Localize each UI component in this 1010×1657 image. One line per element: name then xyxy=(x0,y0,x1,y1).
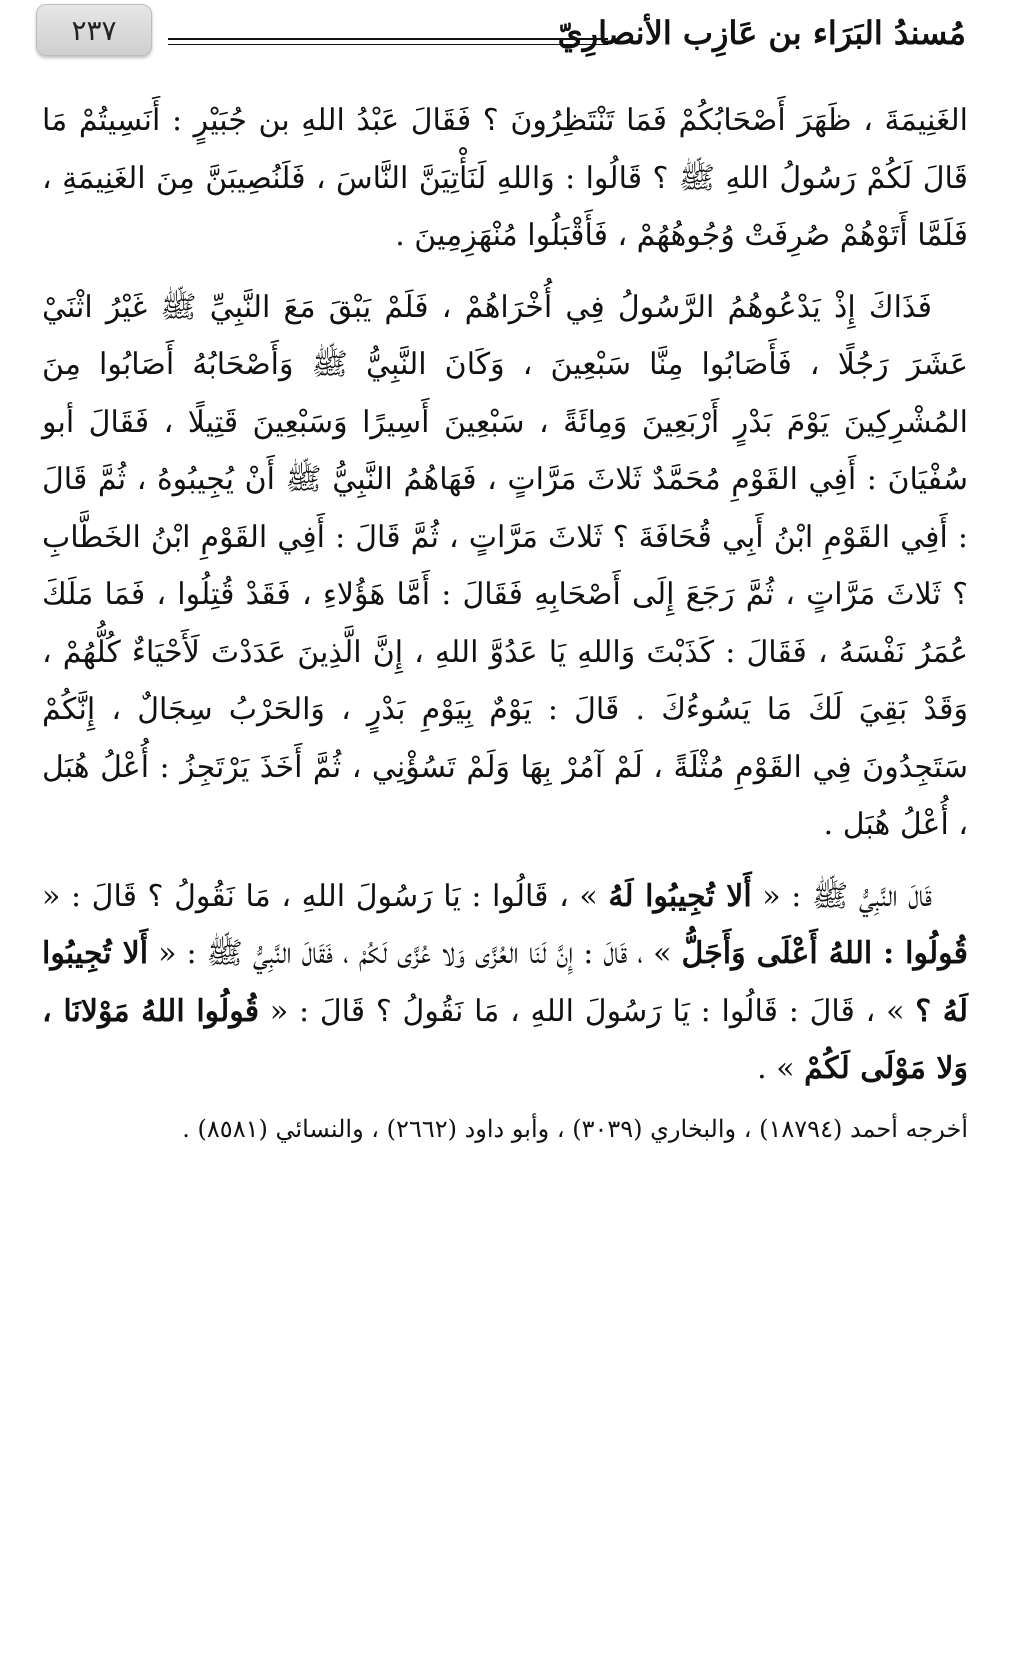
text-segment: » ، قَالَ : قَالُوا : يَا رَسُولَ اللهِ ، مَا نَقُولُ ؟ قَالَ : « xyxy=(259,993,916,1029)
text-segment: فَذَاكَ إِذْ يَدْعُوهُمُ الرَّسُولُ فِي أُخْرَاهُمْ ، فَلَمْ يَبْقَ مَعَ النَّبِيِّ ﷺ غَيْرُ اثْنَيْ عَشَرَ رَجُلًا ، فَأَصَابُوا مِنَّا سَبْعِينَ ، وَكَانَ النَّبِيُّ ﷺ وَأَصْحَابُهُ أَصَابُوا مِنَ المُشْرِكِينَ يَوْمَ بَدْرٍ أَرْبَعِينَ وَمِائَةً ، سَبْعِينَ أَسِيرًا وَسَبْعِينَ قَتِيلًا ، فَقَالَ أبو سُفْيَانَ : أَفِي القَوْمِ مُحَمَّدٌ ثَلاثَ مَرَّاتٍ ، فَهَاهُمُ النَّبِيُّ ﷺ أَنْ يُجِيبُوهُ ، ثُمَّ قَالَ : أَفِي القَوْمِ ابْنُ أَبِي قُحَافَةَ ؟ ثَلاثَ مَرَّاتٍ ، ثُمَّ قَالَ : أَفِي القَوْمِ ابْنُ الخَطَّابِ ؟ ثَلاثَ مَرَّاتٍ ، ثُمَّ رَجَعَ إِلَى أَصْحَابِهِ فَقَالَ : أَمَّا هَؤُلاءِ ، فَقَدْ قُتِلُوا ، فَمَا مَلَكَ عُمَرُ نَفْسَهُ ، فَقَالَ : كَذَبْتَ وَاللهِ يَا عَدُوَّ اللهِ ، إِنَّ الَّذِينَ عَدَدْتَ لَأَحْيَاءٌ كُلُّهُمْ ، وَقَدْ بَقِيَ لَكَ مَا يَسُوءُكَ . قَالَ : يَوْمٌ بِيَوْمِ بَدْرٍ ، وَالحَرْبُ سِجَالٌ ، إِنَّكُمْ سَتَجِدُونَ فِي القَوْمِ مُثْلَةً ، لَمْ آمُرْ بِهَا وَلَمْ تَسُؤْنِي ، ثُمَّ أَخَذَ يَرْتَجِزُ : أُعْلُ هُبَل ، أُعْلُ هُبَل . xyxy=(42,289,968,842)
text-segment: » ، قَالُوا : يَا رَسُولَ اللهِ ، مَا نَقُولُ ؟ قَالَ : « xyxy=(42,878,609,914)
text-segment: قَالَ النَّبِيُّ ﷺ : « xyxy=(751,878,932,914)
prophet-quote: أَلا تُجِيبُوا لَهُ xyxy=(608,878,752,914)
takhrij-footnote: أخرجه أحمد (١٨٧٩٤) ، والبخاري (٣٠٣٩) ، وأبو داود (٢٦٦٢) ، والنسائي (٨٥٨١) . xyxy=(182,1114,968,1143)
page-header xyxy=(0,0,1010,70)
header-rule xyxy=(168,38,608,40)
text-segment: » . xyxy=(757,1051,805,1086)
paragraph-1 xyxy=(42,92,968,265)
prophet-quote: أَلا تُجِيبُوا لَهُ ؟ xyxy=(42,936,968,1029)
text-segment: » ، قَالَ : إِنَّ لَنَا العُزَّى وَلا عُزَّى لَكُمْ ، فَقَالَ النَّبِيُّ ﷺ : « xyxy=(148,936,682,971)
text-segment: الغَنِيمَةَ ، ظَهَرَ أَصْحَابُكُمْ فَمَا تَنْتَظِرُونَ ؟ فَقَالَ عَبْدُ اللهِ بن جُبَيْرٍ : أَنَسِيتُمْ مَا قَالَ لَكُمْ رَسُولُ اللهِ ﷺ ؟ قَالُوا : وَاللهِ لَنَأْتِيَنَّ النَّاسَ ، فَلَنُصِيبَنَّ مِنَ الغَنِيمَةِ ، فَلَمَّا أَتَوْهُمْ صُرِفَتْ وُجُوهُهُمْ ، فَأَقْبَلُوا مُنْهَزِمِينَ . xyxy=(42,103,968,253)
page-body xyxy=(42,92,968,1178)
running-title: مُسندُ البَرَاء بن عَازِب الأنصارِيّ xyxy=(557,14,966,52)
page-number: ٢٣٧ xyxy=(71,13,117,47)
paragraph-2 xyxy=(42,279,968,854)
header-rule-thin xyxy=(168,44,608,45)
page-number-badge xyxy=(36,4,152,56)
prophet-quote: قُولُوا اللهُ مَوْلانَا ، وَلا مَوْلَى لَكُمْ xyxy=(42,993,968,1086)
paragraph-3 xyxy=(42,868,968,1098)
prophet-quote: قُولُوا : اللهُ أَعْلَى وَأَجَلُّ xyxy=(681,936,968,971)
